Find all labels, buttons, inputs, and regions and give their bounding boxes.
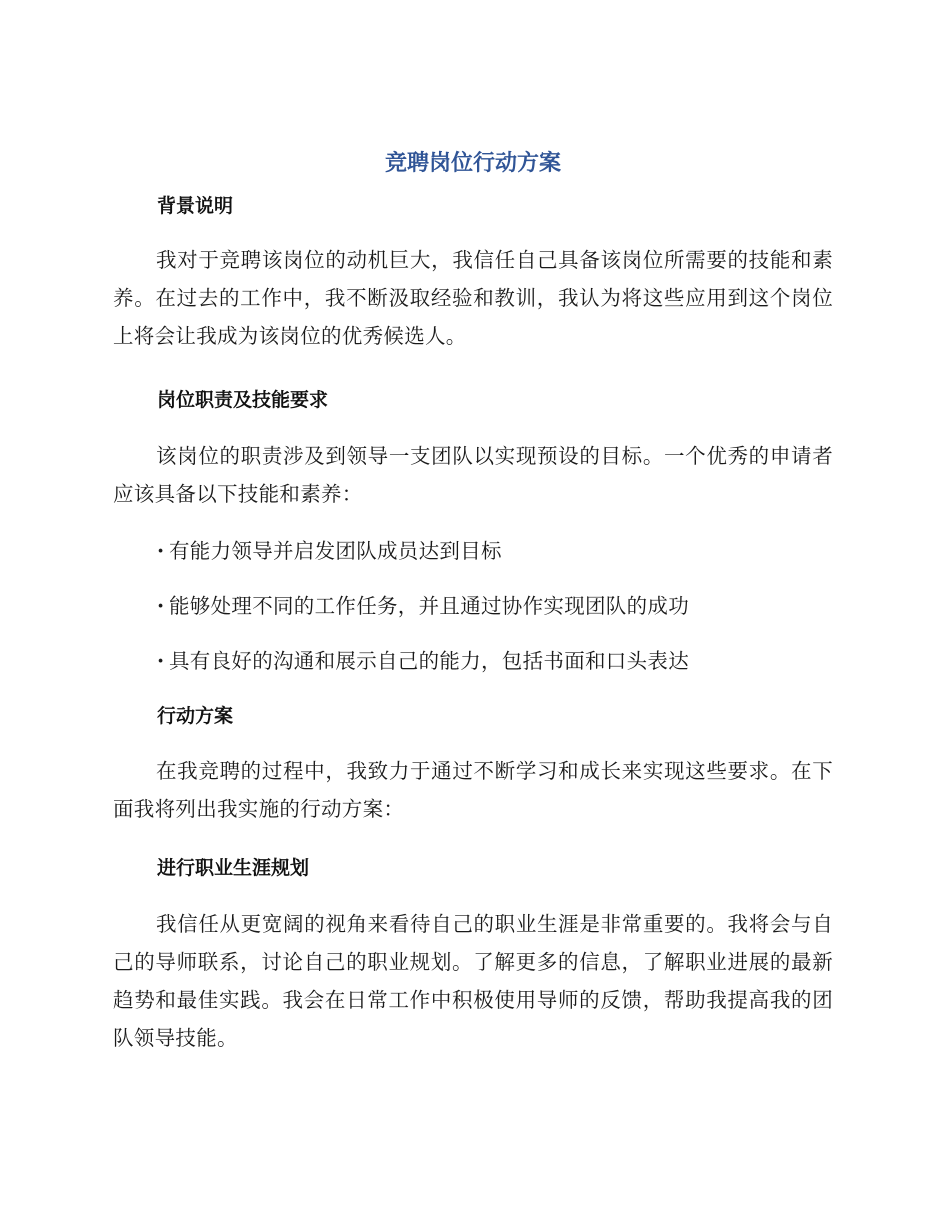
bullet-text: 有能力领导并启发团队成员达到目标 — [169, 539, 502, 563]
paragraph-career-planning: 我信任从更宽阔的视角来看待自己的职业生涯是非常重要的。我将会与自己的导师联系，讨论自己的职业规划。了解更多的信息，了解职业进展的最新趋势和最佳实践。我会在日常工作中积极使用导师的反馈，帮助我提高我的团队领导技能。 — [113, 912, 833, 1050]
section-heading-duties: 岗位职责及技能要求 — [157, 389, 329, 411]
document-title: 竞聘岗位行动方案 — [384, 151, 561, 176]
paragraph-action-plan: 在我竞聘的过程中，我致力于通过不断学习和成长来实现这些要求。在下面我将列出我实施的行动方案： — [113, 759, 833, 821]
bullet-dot: · — [157, 539, 165, 563]
bullet-item-1 — [157, 536, 502, 566]
section-heading-career-planning: 进行职业生涯规划 — [157, 857, 310, 879]
section-heading-background: 背景说明 — [157, 195, 234, 217]
bullet-dot: · — [157, 649, 165, 673]
section-heading-action-plan: 行动方案 — [157, 705, 234, 727]
paragraph-background: 我对于竞聘该岗位的动机巨大，我信任自己具备该岗位所需要的技能和素养。在过去的工作中，我不断汲取经验和教训，我认为将这些应用到这个岗位上将会让我成为该岗位的优秀候选人。 — [113, 248, 833, 348]
paragraph-duties: 该岗位的职责涉及到领导一支团队以实现预设的目标。一个优秀的申请者应该具备以下技能和素养： — [113, 444, 833, 506]
bullet-item-2 — [157, 591, 689, 621]
bullet-dot: · — [157, 594, 165, 618]
bullet-item-3 — [157, 646, 689, 676]
bullet-text: 能够处理不同的工作任务，并且通过协作实现团队的成功 — [169, 594, 689, 618]
bullet-text: 具有良好的沟通和展示自己的能力，包括书面和口头表达 — [169, 649, 689, 673]
